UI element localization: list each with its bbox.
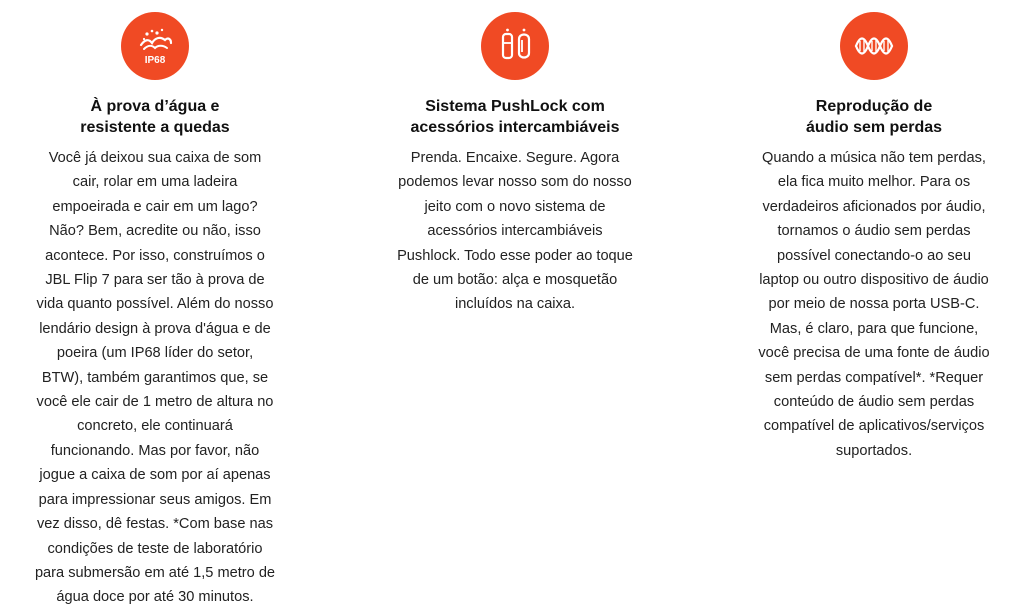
feature-description: Você já deixou sua caixa de som cair, rolar em uma ladeira empoeirada e cair em um lago? Não? Bem, acredite ou não, isso acontece. Por isso, construímos o JBL Flip 7 para ser tão à prova de vida quanto possível. Além do nosso lendário design à prova d'água e de poeira (um IP68 líder do setor, BTW), também garantimos que, se você ele cair de 1 metro de altura no concreto, ele continuará funcionando. Mas por favor, não jogue a caixa de som por aí apenas para impressionar seus amigos. Em vez disso, dê festas. *Com base nas condições de teste de laboratório para submersão em até 1,5 metro de água doce por até 30 minutos. bbox=[34, 150, 276, 606]
feature-waterproof bbox=[15, 12, 295, 610]
ip68-label: IP68 bbox=[144, 55, 166, 66]
pushlock-accessories-icon bbox=[481, 12, 549, 80]
feature-pushlock bbox=[375, 12, 655, 317]
feature-title: Reprodução de áudio sem perdas bbox=[805, 98, 943, 136]
waterproof-ip68-icon bbox=[121, 12, 189, 80]
feature-description: Prenda. Encaixe. Segure. Agora podemos levar nosso som do nosso jeito com o novo sistema de acessórios intercambiáveis Pushlock. Todo esse poder ao toque de um botão: alça e mosquetão incluídos na caixa. bbox=[397, 150, 633, 313]
feature-title: À prova d’água e resistente a quedas bbox=[80, 98, 230, 136]
feature-title: Sistema PushLock com acessórios intercambiáveis bbox=[410, 98, 620, 136]
feature-lossless-audio bbox=[733, 12, 1015, 463]
feature-description: Quando a música não tem perdas, ela fica muito melhor. Para os verdadeiros aficionados por áudio, tornamos o áudio sem perdas possível conectando-o ao seu laptop ou outro dispositivo de áudio por meio de nossa porta USB-C. Mas, é claro, para que funcione, você precisa de uma fonte de áudio sem perdas compatível*. *Requer conteúdo de áudio sem perdas compatível de aplicativos/serviços suportados. bbox=[758, 150, 990, 459]
lossless-audio-wave-icon bbox=[840, 12, 908, 80]
